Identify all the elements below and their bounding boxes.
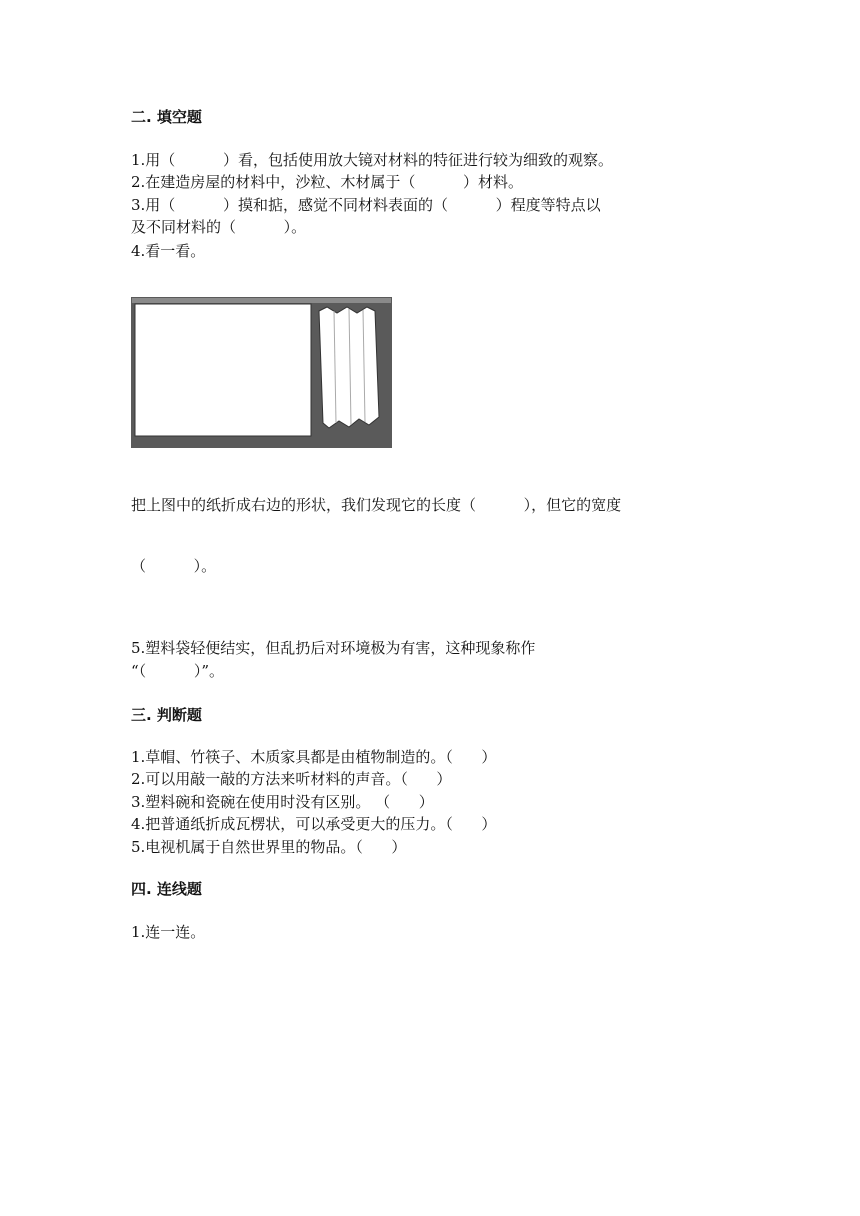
fill-question-4: 4.看一看。 [131, 242, 206, 260]
photo-top-edge [132, 298, 391, 303]
judge-question-1: 1.草帽、竹筷子、木质家具都是由植物制造的。（ ） [131, 748, 497, 766]
fill-question-5-line-2: “（ ）”。 [131, 662, 225, 680]
section-title-judge: 三. 判断题 [131, 706, 202, 724]
connect-question-1: 1.连一连。 [131, 923, 206, 941]
fill-question-4-text-line-1: 把上图中的纸折成右边的形状，我们发现它的长度（ ），但它的宽度 [131, 496, 622, 514]
judge-question-4: 4.把普通纸折成瓦楞状，可以承受更大的压力。（ ） [131, 815, 497, 833]
fill-question-1: 1.用（ ）看，包括使用放大镜对材料的特征进行较为细致的观察。 [131, 151, 613, 169]
folded-paper-photo-icon [131, 297, 392, 448]
section-title-fill-in: 二. 填空题 [131, 108, 202, 126]
section-title-connect: 四. 连线题 [131, 880, 202, 898]
fill-question-3-line-2: 及不同材料的（ ）。 [131, 218, 307, 236]
fill-question-5-line-1: 5.塑料袋轻便结实，但乱扔后对环境极为有害，这种现象称作 [131, 639, 536, 657]
fill-question-4-text-line-2: （ ）。 [131, 557, 217, 575]
fill-question-3-line-1: 3.用（ ）摸和掂，感觉不同材料表面的（ ）程度等特点以 [131, 196, 601, 214]
flat-paper-sheet [135, 304, 311, 436]
fill-question-2: 2.在建造房屋的材料中，沙粒、木材属于（ ）材料。 [131, 173, 523, 191]
judge-question-5: 5.电视机属于自然世界里的物品。（ ） [131, 838, 407, 856]
judge-question-3: 3.塑料碗和瓷碗在使用时没有区别。 （ ） [131, 793, 434, 811]
judge-question-2: 2.可以用敲一敲的方法来听材料的声音。（ ） [131, 770, 452, 788]
